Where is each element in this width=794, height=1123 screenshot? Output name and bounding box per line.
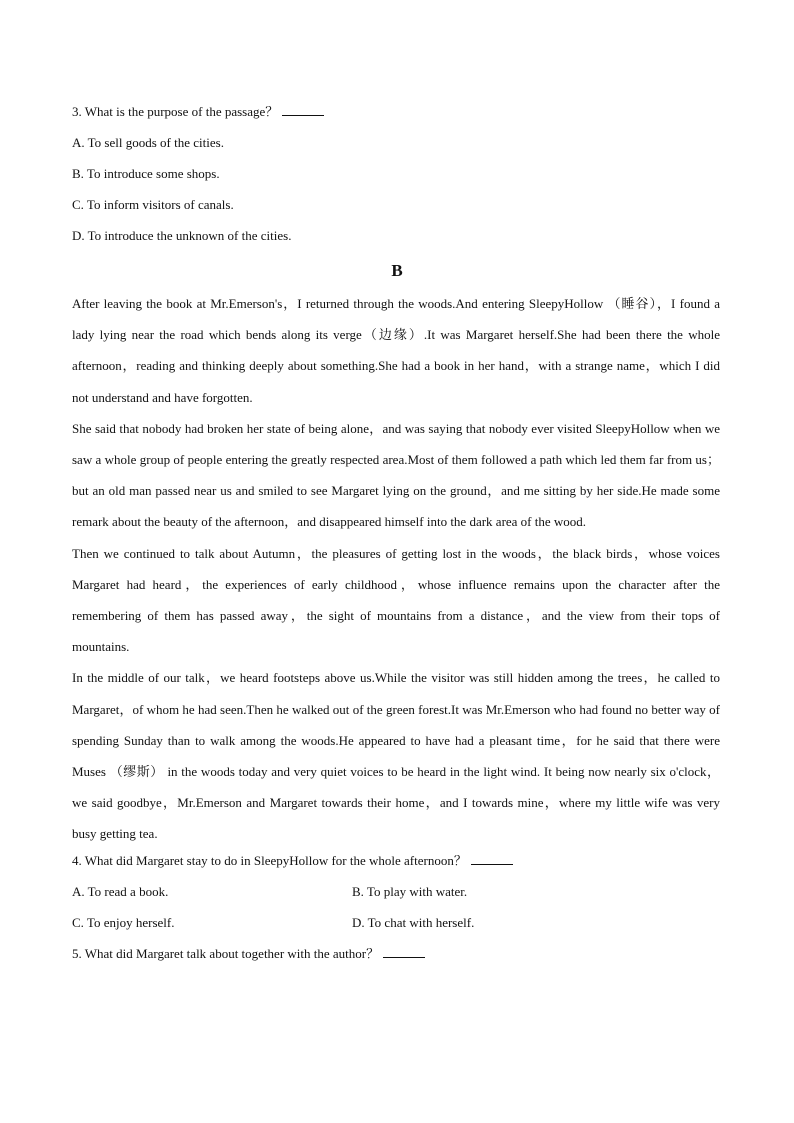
question-3-text: 3. What is the purpose of the passage？	[72, 104, 279, 119]
question-4-option-d: D. To chat with herself.	[352, 914, 475, 930]
answer-blank[interactable]	[471, 850, 513, 865]
answer-blank[interactable]	[282, 101, 324, 116]
question-3-option-b: B. To introduce some shops.	[72, 166, 220, 181]
question-4-option-c: C. To enjoy herself.	[72, 914, 175, 930]
question-4-text: 4. What did Margaret stay to do in SleepyHollow for the whole afternoon？	[72, 852, 467, 868]
question-4-option-b: B. To play with water.	[352, 883, 468, 899]
question-3-option-a: A. To sell goods of the cities.	[72, 135, 224, 150]
question-3-stem	[72, 101, 722, 132]
passage-paragraph-1: After leaving the book at Mr.Emerson's，I returned through the woods.And entering SleepyHollow （睡谷），I found a lady lying near the road which bends along its verge（边缘）.It was Margaret herself.She had been there the whole afternoon，reading and thinking deeply about something.She had a book in her hand，with a strange name，which I did not understand and have forgotten.	[72, 296, 720, 405]
question-5-text: 5. What did Margaret talk about together with the author？	[72, 945, 380, 961]
question-4-options-row-1	[72, 881, 722, 912]
question-4-stem	[72, 850, 722, 881]
question-4-options-row-2	[72, 912, 722, 943]
question-4-option-a: A. To read a book.	[72, 883, 169, 899]
question-5-stem	[72, 943, 722, 974]
passage-paragraph-2: She said that nobody had broken her state of being alone，and was saying that nobody ever visited SleepyHollow when we saw a whole group of people entering the greatly respected area.Most of them followed a path which led them far from us；but an old man passed near us and smiled to see Margaret lying on the ground，and me sitting by her side.He made some remark about the beauty of the afternoon，and disappeared himself into the dark area of the wood.	[72, 420, 720, 530]
exam-page	[72, 101, 722, 974]
passage-paragraph-3: Then we continued to talk about Autumn，the pleasures of getting lost in the woods，the black birds，whose voices Margaret had heard，the experiences of early childhood，whose influence remains upon the character after the remembering of them has passed away，the sight of mountains from a distance，and the view from their tops of mountains.	[72, 545, 720, 655]
passage-paragraph-4: In the middle of our talk，we heard footsteps above us.While the visitor was still hidden among the trees，he called to Margaret，of whom he had seen.Then he walked out of the green forest.It was Mr.Emerson who had found no better way of spending Sunday than to walk among the woods.He appeared to have had a pleasant time，for he said that there were Muses （缪斯） in the woods today and very quiet voices to be heard in the light wind. It being now nearly six o'clock，we said goodbye，Mr.Emerson and Margaret towards their home，and I towards mine，where my little wife was very busy getting tea.	[72, 670, 720, 842]
question-3-option-c: C. To inform visitors of canals.	[72, 197, 234, 212]
section-title: B	[391, 261, 403, 280]
answer-blank[interactable]	[383, 943, 425, 958]
question-3-option-d: D. To introduce the unknown of the cities.	[72, 228, 292, 243]
